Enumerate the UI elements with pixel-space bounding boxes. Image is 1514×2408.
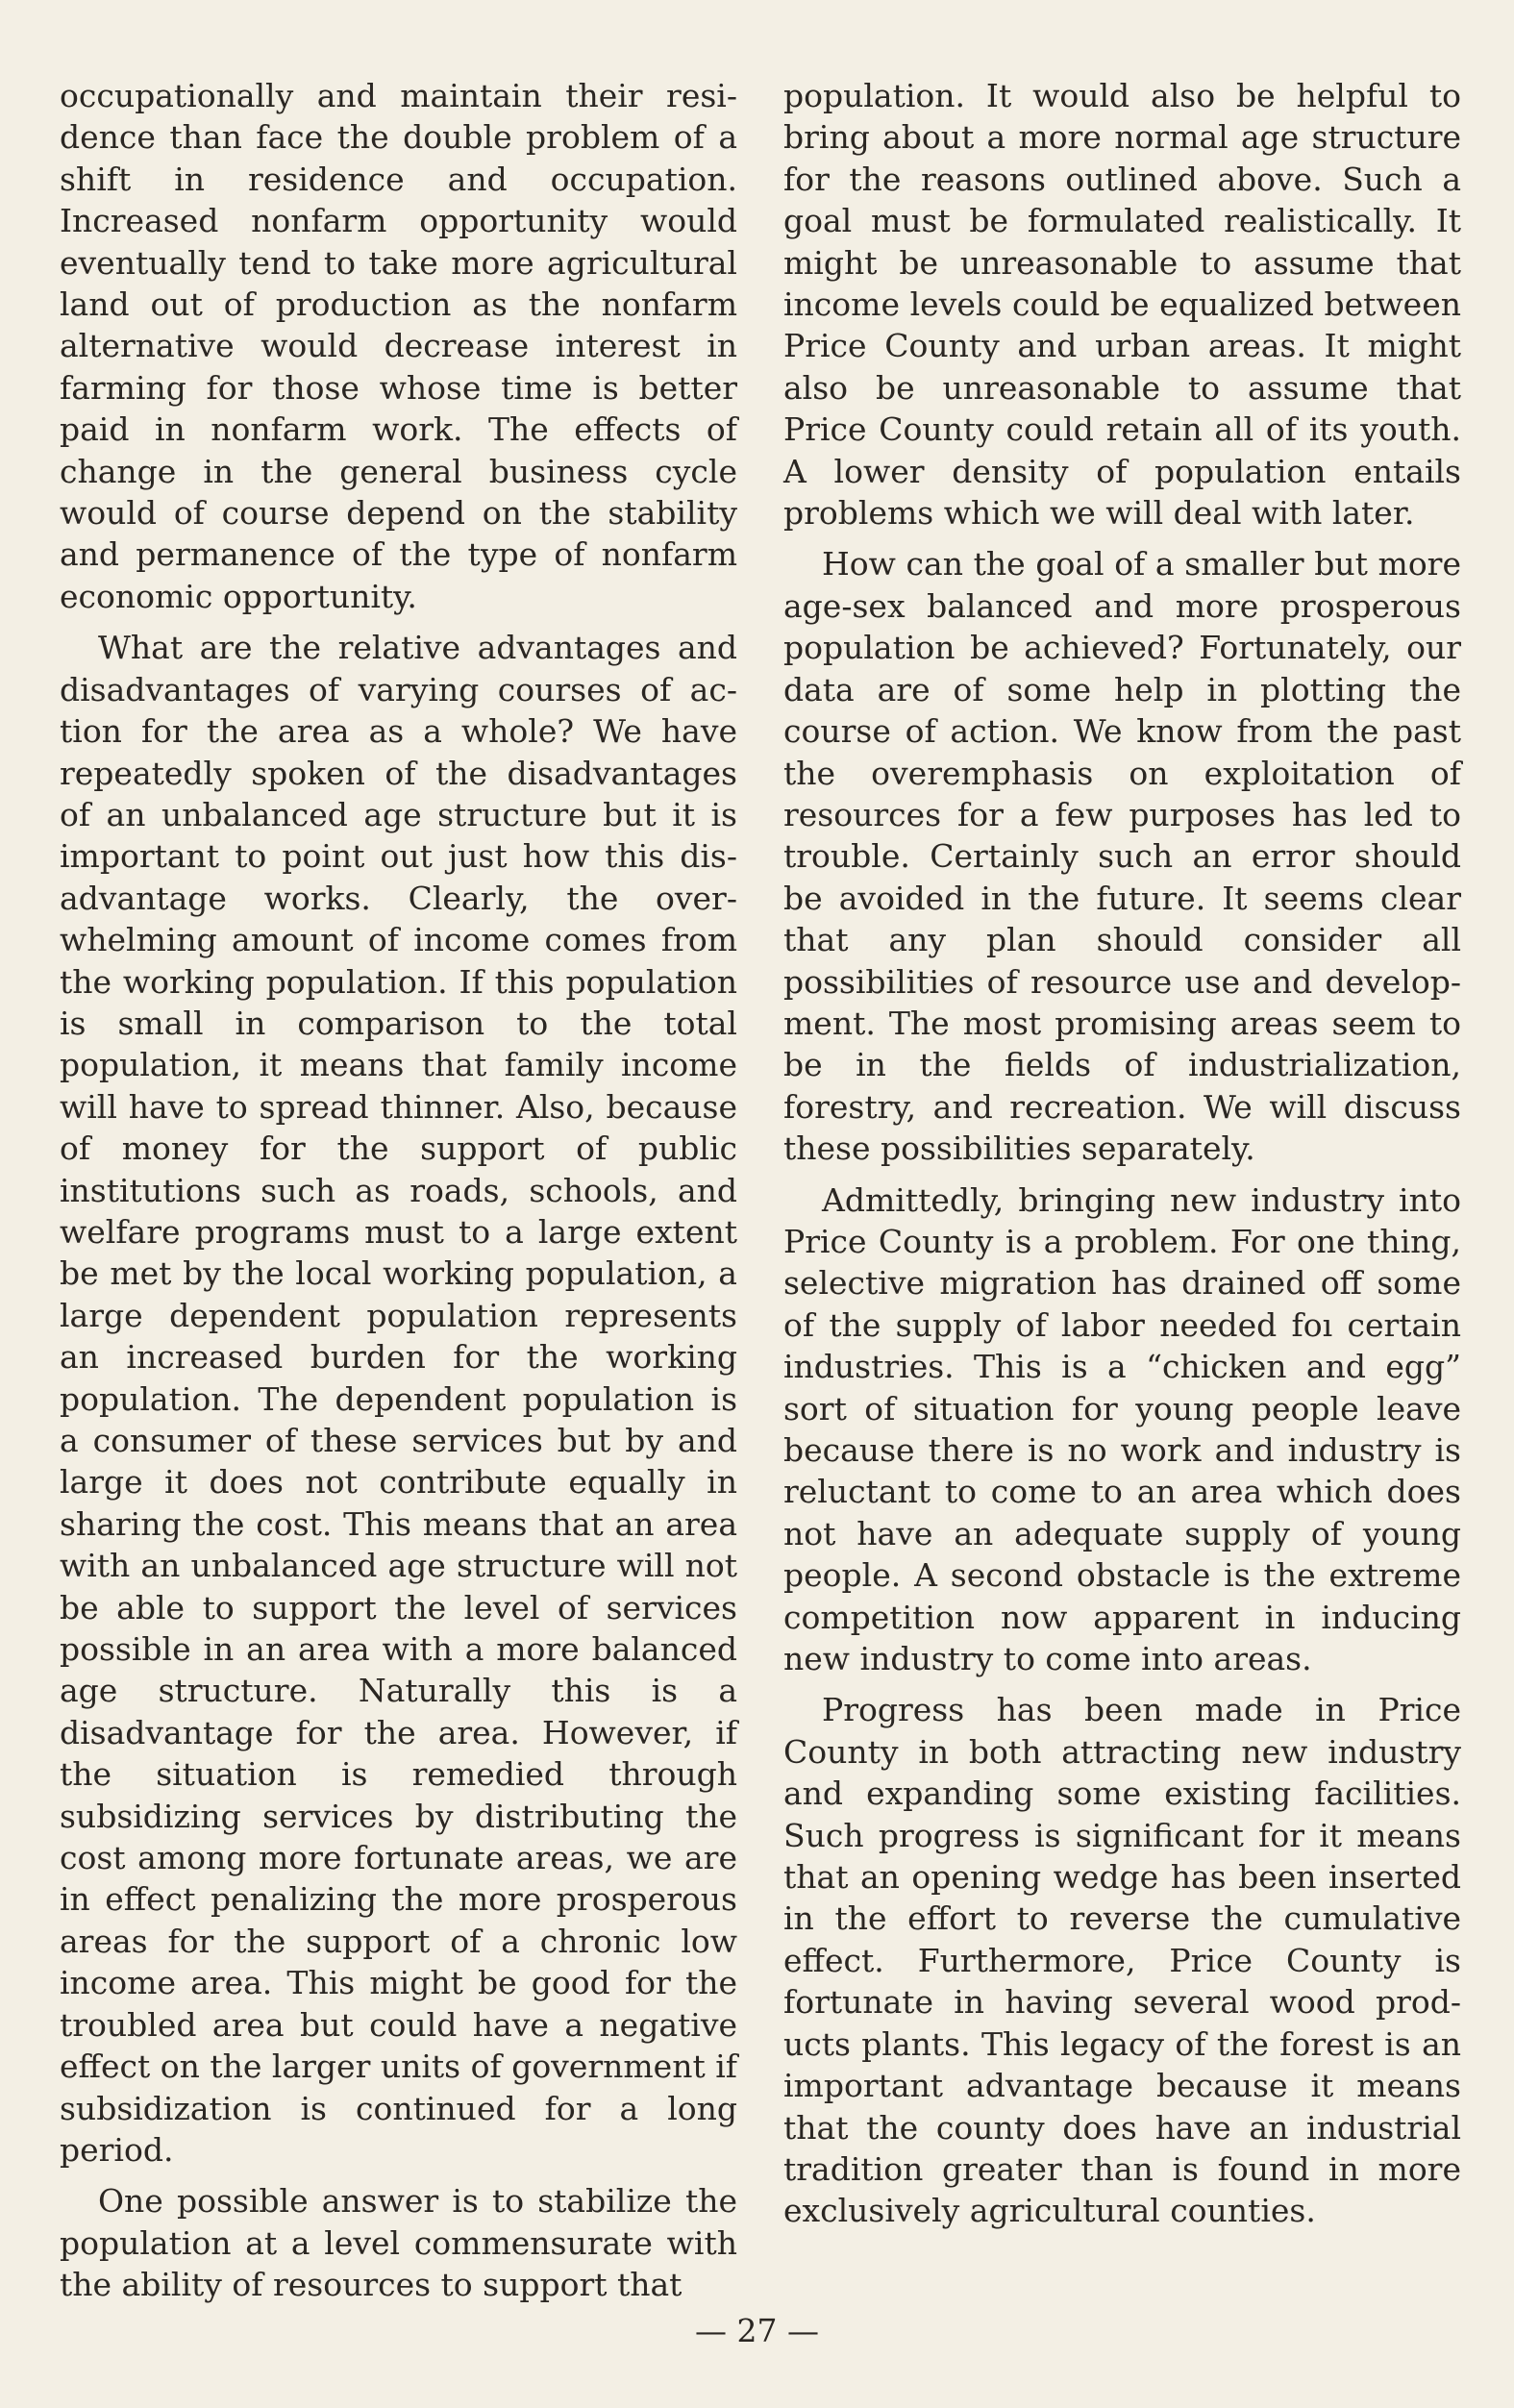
paragraph: What are the relative advantages and disadvantages of varying courses of action for the area as a whole? We have repeatedly spoken of the disadvantages of an unbalanced age structure but it is important to point out just how this disadvantage works. Clearly, the overwhelming amount of income comes from the working population. If this population is small in comparison to the total population, it means that family income will have to spread thinner. Also, because of money for the support of public institutions such as roads, schools, and welfare programs must to a large extent be met by the local working population, a large dependent population represents an increased burden for the working population. The dependent population is a consumer of these services but by and large it does not contribute equally in sharing the cost. This means that an area with an unbalanced age structure will not be able to support the level of services possible in an area with a more balanced age structure. Naturally this is a disadvantage for the area. However, if the situation is remedied through subsidizing services by distributing the cost among more fortunate areas, we are in effect penalizing the more prosperous areas for the support of a chronic low income area. This might be good for the troubled area but could have a negative effect on the larger units of government if subsidization is continued for a long period. (60, 629, 737, 2169)
paragraph: Progress has been made in Price County in both attracting new industry and expanding some existing facilities. Such progress is significant for it means that an opening wedge has been inserted in the effort to reverse the cumulative effect. Furthermore, Price County is fortunate in having several wood products plants. This legacy of the forest is an important advantage because it means that the county does have an industrial tradition greater than is found in more exclusively agricultural counties. (783, 1691, 1461, 2230)
right-text-column (783, 75, 1461, 2242)
paragraph: How can the goal of a smaller but more age-sex balanced and more prosperous population be achieved? Fortunately, our data are of some help in plotting the course of action. We know from the past the overemphasis on exploitation of resources for a few purposes has led to trouble. Certainly such an error should be avoided in the future. It seems clear that any plan should consider all possibilities of resource use and development. The most promising areas seem to be in the fields of industrialization, forestry, and recreation. We will discuss these possibilities separately. (783, 545, 1461, 1168)
paragraph: occupationally and maintain their residence than face the double problem of a shift in residence and occupation. Increased nonfarm opportunity would eventually tend to take more agricultural land out of production as the nonfarm alternative would decrease interest in farming for those whose time is better paid in nonfarm work. The effects of change in the general business cycle would of course depend on the stability and permanence of the type of nonfarm economic opportunity. (60, 77, 737, 615)
page-number: — 27 — (695, 2312, 819, 2349)
paragraph: Admittedly, bringing new industry into Price County is a problem. For one thing, selective migration has drained off some of the supply of labor needed foı certain industries. This is a “chicken and egg” sort of situation for young people leave because there is no work and industry is reluctant to come to an area which does not have an adequate supply of young people. A second obstacle is the extreme competition now apparent in inducing new industry to come into areas. (783, 1180, 1461, 1678)
paragraph: One possible answer is to stabilize the population at a level commensurate with the ability of resources to support that (60, 2182, 737, 2304)
left-text-column (60, 75, 737, 2316)
paragraph: population. It would also be helpful to bring about a more normal age structure for the reasons outlined above. Such a goal must be formulated realistically. It might be unreasonable to assume that income levels could be equalized between Price County and urban areas. It might also be unreasonable to assume that Price County could retain all of its youth. A lower density of population entails problems which we will deal with later. (783, 77, 1461, 533)
